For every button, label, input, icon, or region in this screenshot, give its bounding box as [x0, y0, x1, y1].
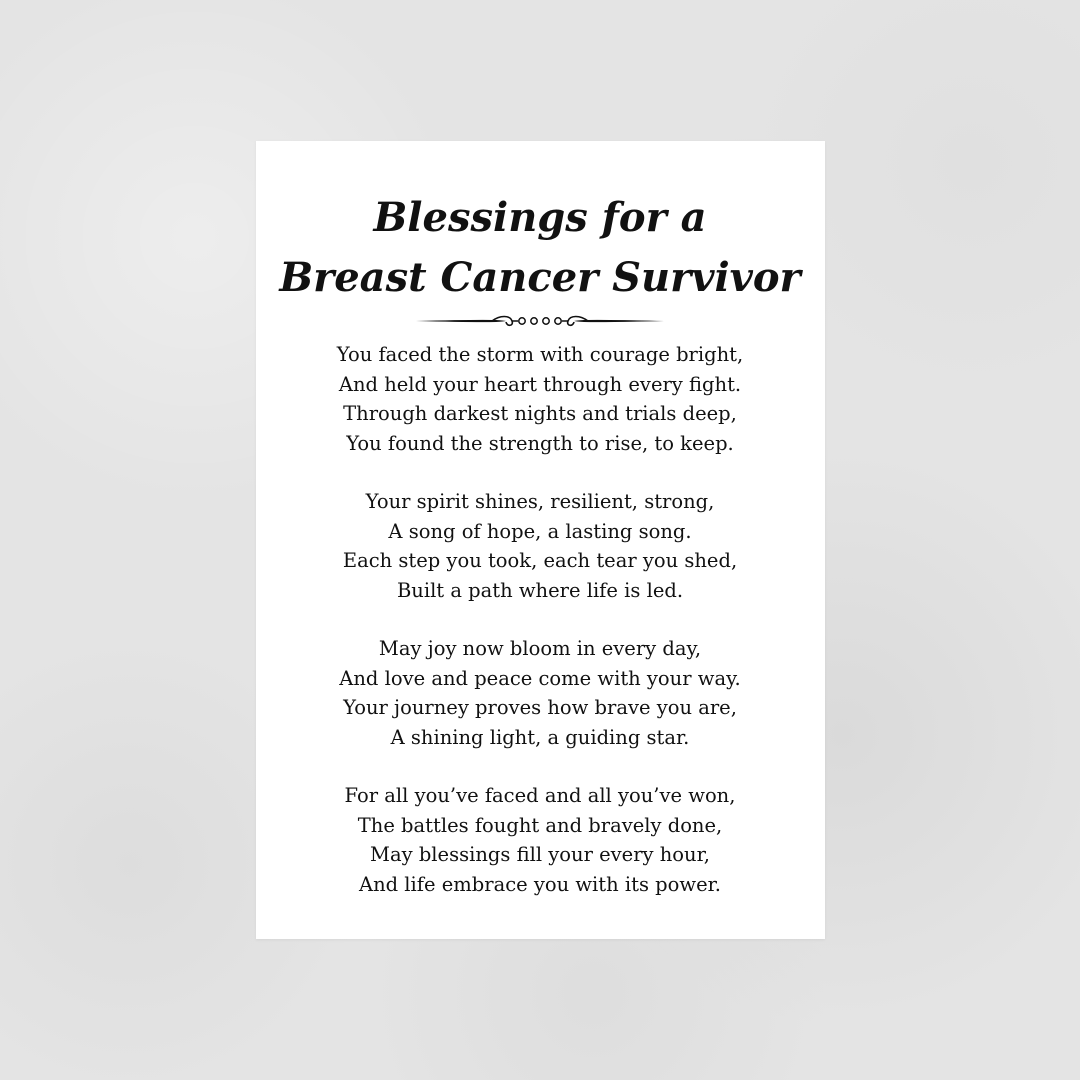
poem-title-line-2: Breast Cancer Survivor — [279, 254, 801, 301]
stanza-1 — [0, 340, 1080, 458]
verse-line: Through darkest nights and trials deep, — [343, 402, 737, 425]
stanza-4 — [0, 781, 1080, 899]
flourish-divider-icon — [414, 311, 666, 331]
verse-line: You faced the storm with courage bright, — [336, 343, 744, 366]
poem-title — [0, 188, 1080, 308]
verse-line: The battles fought and bravely done, — [357, 813, 723, 837]
verse-line: Built a path where life is led. — [396, 578, 684, 602]
stanza-2 — [0, 487, 1080, 605]
poem-title-line-1: Blessings for a — [373, 194, 707, 241]
verse-line: Your spirit shines, resilient, strong, — [365, 490, 715, 513]
verse-line: Each step you took, each tear you shed, — [342, 549, 738, 572]
verse-line: And love and peace come with your way. — [339, 666, 741, 690]
poem-body — [0, 340, 1080, 928]
verse-line: A shining light, a guiding star. — [390, 725, 690, 749]
verse-line: And life embrace you with its power. — [358, 872, 722, 896]
verse-line: You found the strength to rise, to keep. — [346, 431, 734, 455]
verse-line: Your journey proves how brave you are, — [343, 696, 737, 719]
verse-line: For all you’ve faced and all you’ve won, — [344, 784, 736, 807]
verse-line: And held your heart through every fight. — [338, 372, 742, 396]
verse-line: May joy now bloom in every day, — [378, 637, 702, 660]
verse-line: A song of hope, a lasting song. — [388, 519, 692, 543]
stanza-3 — [0, 634, 1080, 752]
verse-line: May blessings fill your every hour, — [370, 843, 710, 866]
